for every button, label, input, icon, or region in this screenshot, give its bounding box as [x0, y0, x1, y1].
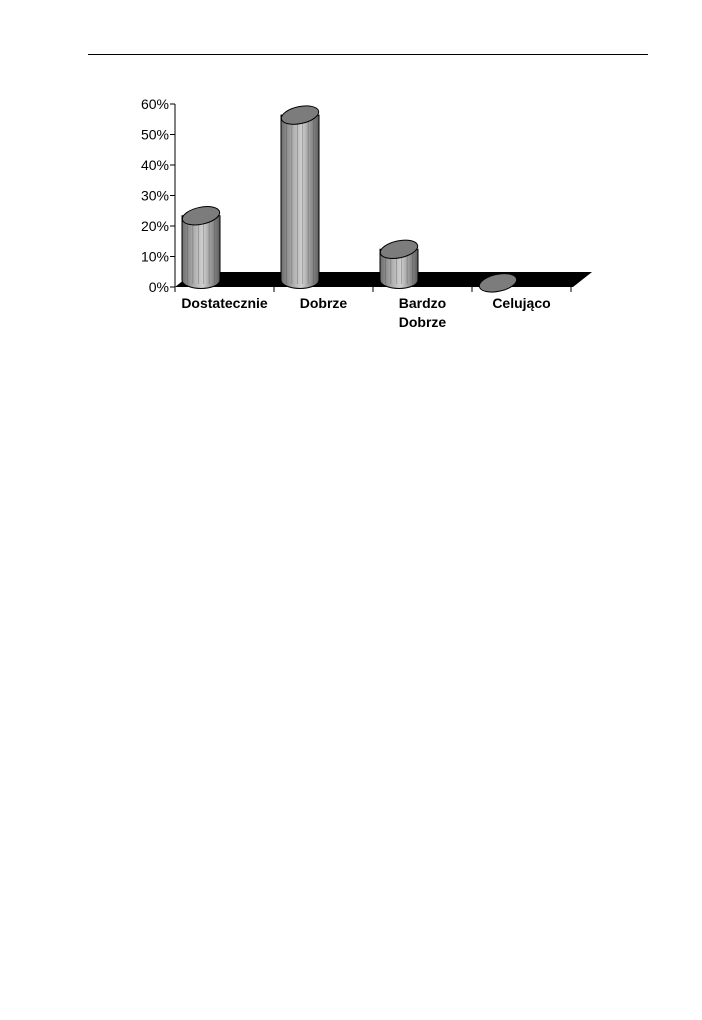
bars — [175, 103, 571, 295]
y-tick-label: 60% — [140, 96, 169, 112]
x-category-label — [300, 295, 348, 311]
y-tick-label: 10% — [140, 248, 169, 265]
x-category-label — [399, 295, 447, 330]
y-tick-label: 0% — [148, 279, 169, 295]
y-tick-label: 40% — [140, 157, 169, 173]
bar — [181, 203, 222, 288]
y-axis-ticks — [141, 96, 175, 295]
x-category-label-line: Celująco — [492, 295, 551, 311]
bar — [280, 103, 321, 289]
x-category-label-line: Dobrze — [299, 295, 348, 311]
x-category-label-line: Dostatecznie — [181, 295, 268, 311]
bar — [379, 237, 420, 288]
bar-chart — [0, 0, 702, 360]
y-tick-label: 30% — [140, 187, 169, 204]
x-category-label-line: Bardzo — [398, 295, 447, 311]
y-tick-label: 20% — [140, 218, 169, 234]
x-category-label — [181, 295, 268, 311]
x-category-label — [492, 295, 550, 311]
x-axis-labels — [181, 295, 550, 330]
y-tick-label: 50% — [140, 126, 169, 143]
x-category-label-line: Dobrze — [398, 314, 447, 330]
